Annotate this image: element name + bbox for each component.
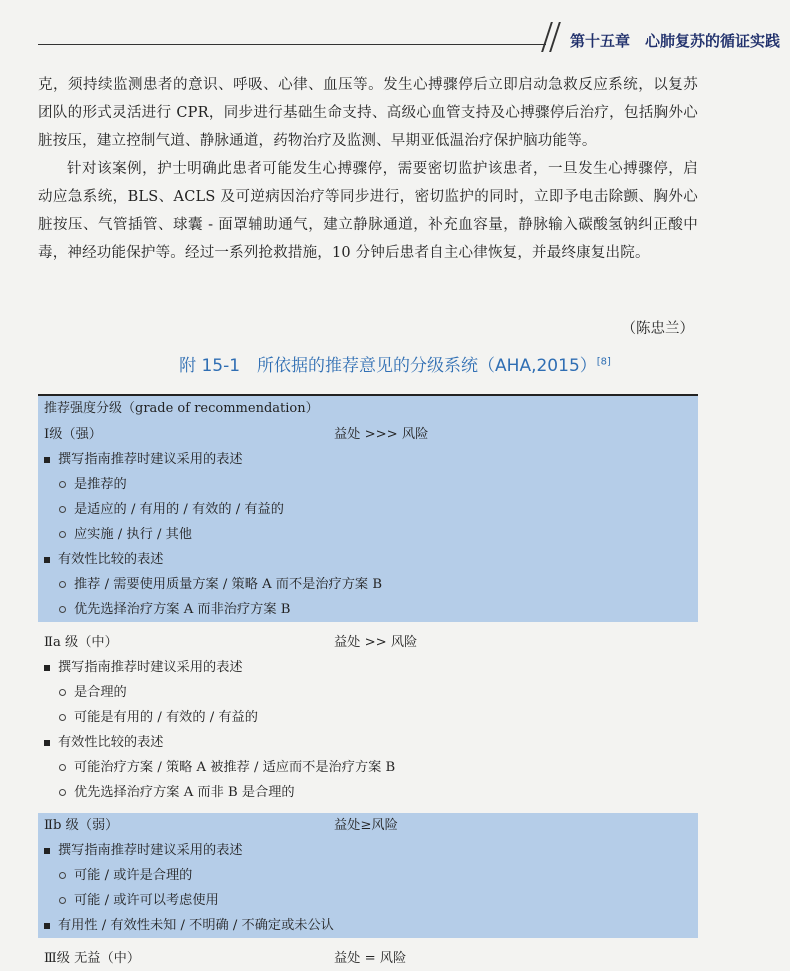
benefit-risk-ratio: 益处≥风险	[334, 818, 398, 833]
author-signature: （陈忠兰）	[621, 321, 694, 337]
group-heading: 有用性 / 有效性未知 / 不明确 / 不确定或未公认	[38, 913, 698, 938]
recommendation-phrase: 可能治疗方案 / 策略 A 被推荐 / 适应而不是治疗方案 B	[38, 755, 698, 780]
chapter-title: 第十五章 心肺复苏的循证实践	[570, 32, 781, 50]
recommendation-phrase: 是适应的 / 有用的 / 有效的 / 有益的	[38, 497, 698, 522]
grade-level-label: Ⅲ级 无益（中）	[44, 951, 141, 966]
benefit-risk-ratio: 益处 >>> 风险	[334, 427, 429, 442]
recommendation-phrase: 可能 / 或许是合理的	[38, 863, 698, 888]
recommendation-phrase: 推荐 / 需要使用质量方案 / 策略 A 而不是治疗方案 B	[38, 572, 698, 597]
page-header	[0, 0, 790, 60]
group-heading: 有效性比较的表述	[38, 547, 698, 572]
grade-section	[38, 422, 698, 622]
grade-level-row	[38, 946, 698, 971]
recommendation-table	[38, 394, 698, 971]
group-heading: 撰写指南推荐时建议采用的表述	[38, 838, 698, 863]
recommendation-phrase: 优先选择治疗方案 A 而非 B 是合理的	[38, 780, 698, 805]
group-heading: 撰写指南推荐时建议采用的表述	[38, 447, 698, 472]
recommendation-phrase: 可能 / 或许可以考虑使用	[38, 888, 698, 913]
table-header: 推荐强度分级（grade of recommendation）	[38, 396, 698, 422]
appendix-title-text: 附 15-1 所依据的推荐意见的分级系统（AHA,2015）	[179, 356, 597, 376]
group-heading: 撰写指南推荐时建议采用的表述	[38, 655, 698, 680]
grade-section	[38, 946, 698, 971]
recommendation-phrase: 应实施 / 执行 / 其他	[38, 522, 698, 547]
group-heading: 有效性比较的表述	[38, 730, 698, 755]
reference-marker: [8]	[596, 356, 611, 368]
benefit-risk-ratio: 益处 = 风险	[334, 951, 407, 966]
section-gap	[38, 938, 698, 946]
body-paragraph: 克，须持续监测患者的意识、呼吸、心律、血压等。发生心搏骤停后立即启动急救反应系统，以复苏团队的形式灵活进行 CPR，同步进行基础生命支持、高级心血管支持及心搏骤停后治疗，包括胸外心脏按压，建立控制气道、静脉通道，药物治疗及监测、早期亚低温治疗保护脑功能等。	[38, 77, 698, 149]
header-rule	[38, 44, 546, 45]
grade-level-row	[38, 813, 698, 838]
body-text	[38, 71, 698, 267]
grade-level-label: Ⅱb 级（弱）	[44, 818, 119, 833]
section-gap	[38, 805, 698, 813]
grade-section	[38, 813, 698, 938]
recommendation-phrase: 是推荐的	[38, 472, 698, 497]
recommendation-phrase: 优先选择治疗方案 A 而非治疗方案 B	[38, 597, 698, 622]
grade-section	[38, 630, 698, 805]
grade-level-label: Ⅰ级（强）	[44, 427, 102, 442]
grade-level-row	[38, 630, 698, 655]
grade-level-row	[38, 422, 698, 447]
grade-level-label: Ⅱa 级（中）	[44, 635, 118, 650]
recommendation-phrase: 是合理的	[38, 680, 698, 705]
table-body	[38, 422, 698, 971]
recommendation-phrase: 可能是有用的 / 有效的 / 有益的	[38, 705, 698, 730]
benefit-risk-ratio: 益处 >> 风险	[334, 635, 418, 650]
appendix-title	[0, 351, 790, 376]
body-paragraph: 针对该案例，护士明确此患者可能发生心搏骤停，需要密切监护该患者，一旦发生心搏骤停，启动应急系统，BLS、ACLS 及可逆病因治疗等同步进行，密切监护的同时，立即予电击除颤、胸外心脏按压、气管插管、球囊 - 面罩辅助通气，建立静脉通道，补充血容量，静脉输入碳酸氢钠纠正酸中毒，神经功能保护等。经过一系列抢救措施，10 分钟后患者自主心律恢复，并最终康复出院。	[38, 161, 698, 261]
section-gap	[38, 622, 698, 630]
